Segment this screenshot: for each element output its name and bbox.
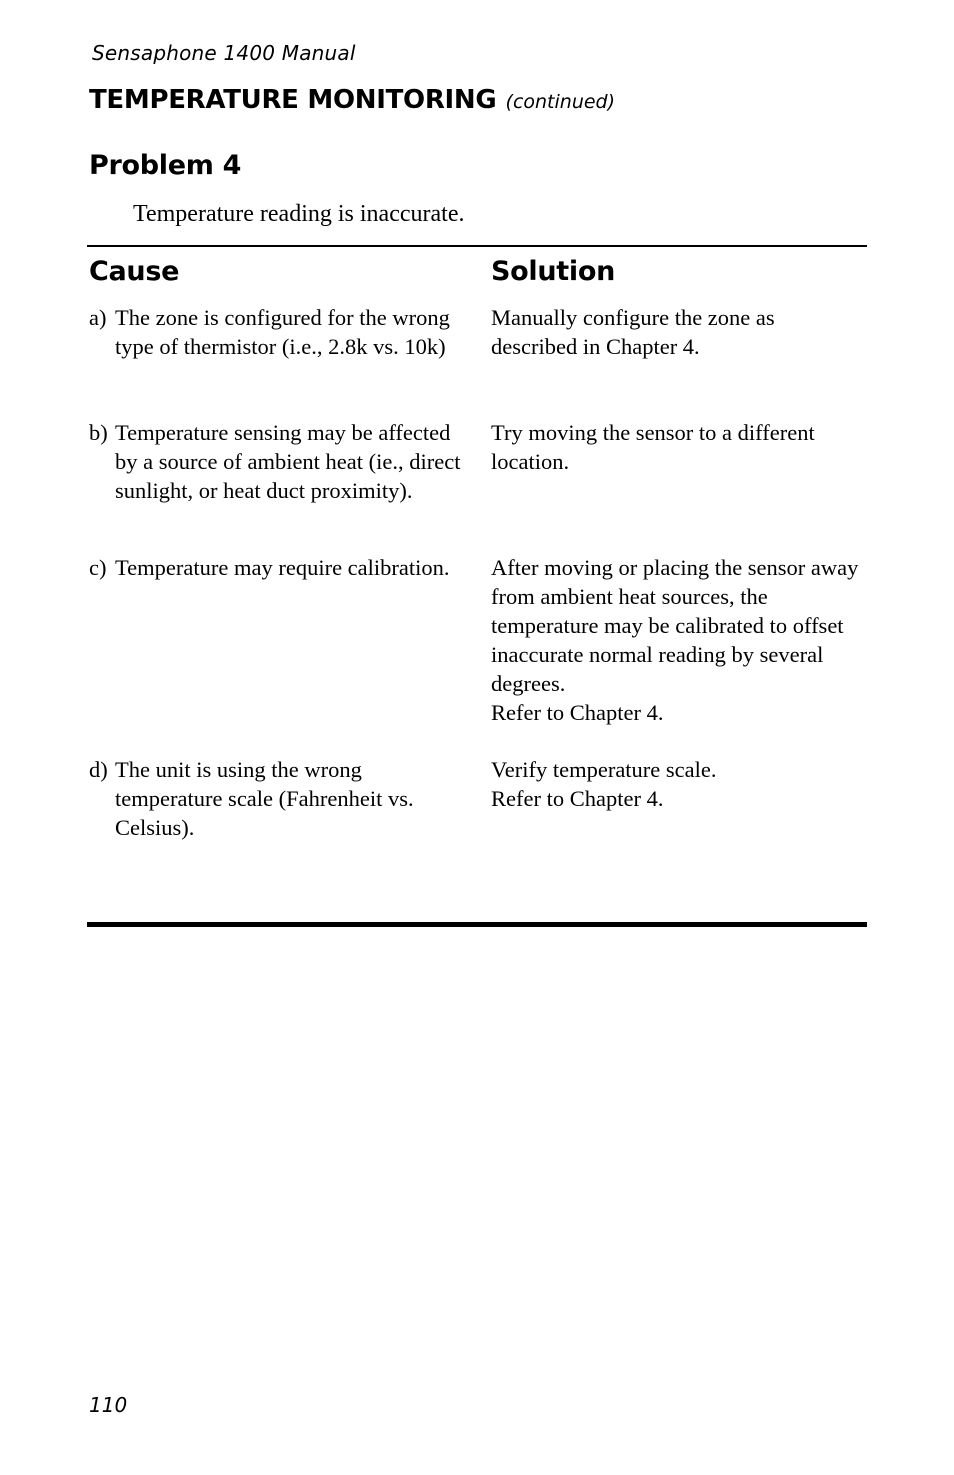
solution-text: Verify temperature scale. [491, 757, 717, 782]
solution-item-b [491, 418, 861, 476]
solution-item-d [491, 755, 861, 813]
cause-item-d [89, 755, 469, 842]
cause-column-heading: Cause [89, 256, 180, 287]
cause-text: Temperature may require calibration. [115, 555, 450, 580]
table-top-rule [87, 245, 867, 247]
section-title [89, 85, 615, 115]
section-continued-label: (continued) [505, 91, 616, 113]
section-title-text: TEMPERATURE MONITORING [89, 85, 497, 115]
cause-text: The zone is configured for the wrong type of thermistor (i.e., 2.8k vs. 10k) [115, 305, 450, 359]
solution-reference: Refer to Chapter 4. [491, 700, 664, 725]
running-header: Sensaphone 1400 Manual [92, 41, 356, 65]
cause-text: Temperature sensing may be affected by a source of ambient heat (ie., direct sunlight, or heat duct proximity). [115, 420, 461, 503]
cause-item-b [89, 418, 469, 505]
cause-item-a [89, 303, 469, 361]
cause-item-c [89, 553, 469, 582]
problem-title: Problem 4 [89, 150, 242, 181]
cause-marker: d) [89, 757, 108, 782]
solution-text: Try moving the sensor to a different location. [491, 420, 815, 474]
problem-description: Temperature reading is inaccurate. [133, 201, 465, 227]
solution-column-heading: Solution [491, 256, 616, 287]
cause-marker: a) [89, 305, 107, 330]
cause-text: The unit is using the wrong temperature scale (Fahrenheit vs. Celsius). [115, 757, 414, 840]
solution-item-c [491, 553, 861, 727]
cause-marker: c) [89, 555, 107, 580]
solution-item-a [491, 303, 861, 361]
solution-text: After moving or placing the sensor away from ambient heat sources, the temperature may be calibrated to offset inaccurate normal reading by several degrees. [491, 555, 859, 696]
solution-reference: Refer to Chapter 4. [491, 786, 664, 811]
solution-text: Manually configure the zone as described in Chapter 4. [491, 305, 775, 359]
cause-marker: b) [89, 420, 108, 445]
page-number: 110 [89, 1393, 128, 1417]
table-bottom-rule [87, 922, 867, 927]
